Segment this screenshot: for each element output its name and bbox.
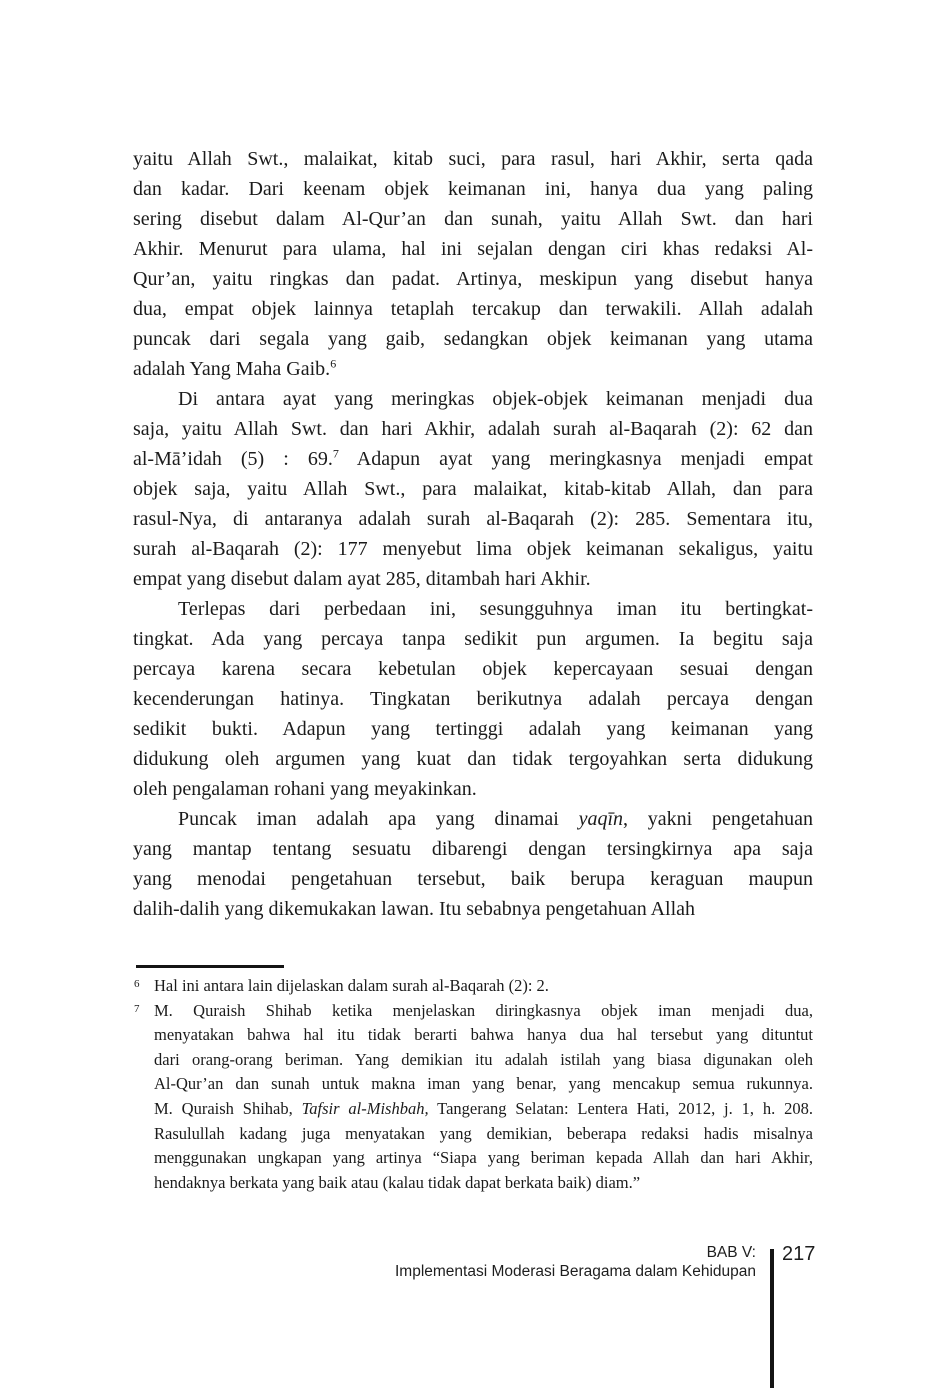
text-line: dari orang-orang beriman. Yang demikian itu adalah istilah yang biasa digunakan oleh — [154, 1049, 813, 1069]
footnote-text — [154, 999, 813, 1196]
text-line: Al-Qur’an dan sunah untuk makna iman yang benar, yang mencakup semua rukunnya. — [154, 1074, 813, 1094]
footnote-marker: 7 — [134, 1002, 140, 1015]
footnotes — [133, 974, 813, 1195]
paragraph — [133, 144, 813, 384]
page-number: 217 — [782, 1243, 816, 1265]
footnote — [133, 999, 813, 1196]
text-line: empat yang disebut dalam ayat 285, ditambah hari Akhir. — [133, 568, 591, 590]
text-line: hendaknya berkata yang baik atau (kalau tidak dapat berkata baik) diam.” — [154, 1172, 641, 1192]
paragraph — [133, 594, 813, 804]
footnote-marker: 6 — [134, 978, 140, 990]
paragraph — [133, 384, 813, 594]
text-line: Puncak iman adalah apa yang dinamai yaqīn, yakni pengetahuan — [178, 808, 814, 830]
text-line: oleh pengalaman rohani yang meyakinkan. — [133, 778, 477, 800]
text-line: Qur’an, yaitu ringkas dan padat. Artinya, meskipun yang disebut hanya — [133, 268, 813, 290]
text-line: objek saja, yaitu Allah Swt., para malaikat, kitab-kitab Allah, dan para — [133, 478, 813, 500]
text-line: puncak dari segala yang gaib, sedangkan objek keimanan yang utama — [133, 328, 813, 350]
text-line: yaitu Allah Swt., malaikat, kitab suci, para rasul, hari Akhir, serta qada — [133, 148, 813, 170]
text-line: Di antara ayat yang meringkas objek-objek keimanan menjadi dua — [178, 388, 813, 410]
text-line: Rasulullah kadang juga menyatakan yang demikian, beberapa redaksi hadis misalnya — [154, 1123, 813, 1143]
text-line: Hal ini antara lain dijelaskan dalam surah al-Baqarah (2): 2. — [154, 976, 549, 995]
text-block — [133, 144, 813, 1195]
paragraph — [133, 804, 813, 924]
text-line: al-Mā’idah (5) : 69.$^7$ Adapun ayat yang meringkasnya menjadi empat — [133, 446, 813, 470]
text-line: dalih-dalih yang dikemukakan lawan. Itu sebabnya pengetahuan Allah — [133, 898, 696, 920]
text-line: saja, yaitu Allah Swt. dan hari Akhir, adalah surah al-Baqarah (2): 62 dan — [133, 418, 813, 440]
text-line: yang menodai pengetahuan tersebut, baik berupa keraguan maupun — [133, 868, 813, 890]
text-line: didukung oleh argumen yang kuat dan tidak tergoyahkan serta didukung — [133, 748, 813, 770]
text-line: M. Quraish Shihab, Tafsir al-Mishbah, Tangerang Selatan: Lentera Hati, 2012, j. 1, h. 208. — [154, 1098, 813, 1118]
running-footer — [256, 1243, 756, 1281]
body-text — [133, 144, 813, 924]
text-line: tingkat. Ada yang percaya tanpa sedikit pun argumen. Ia begitu saja — [133, 628, 813, 650]
page-edge-bar — [770, 1249, 774, 1388]
footnote-text — [154, 974, 813, 999]
text-line: dua, empat objek lainnya tetaplah tercakup dan terwakili. Allah adalah — [133, 298, 813, 320]
text-line: Akhir. Menurut para ulama, hal ini sejalan dengan ciri khas redaksi Al- — [133, 238, 813, 260]
text-line: yang mantap tentang sesuatu dibarengi dengan tersingkirnya apa saja — [133, 838, 813, 860]
chapter-label: BAB V: — [706, 1244, 756, 1261]
text-line: adalah Yang Maha Gaib.$^6$ — [133, 356, 337, 380]
footnote-separator-rule — [136, 965, 284, 968]
text-line: kecenderungan hatinya. Tingkatan berikutnya adalah percaya dengan — [133, 688, 813, 710]
text-line: percaya karena secara kebetulan objek kepercayaan sesuai dengan — [133, 658, 813, 680]
text-line: sedikit bukti. Adapun yang tertinggi adalah yang keimanan yang — [133, 718, 813, 740]
footnote — [133, 974, 813, 999]
text-line: dan kadar. Dari keenam objek keimanan ini, hanya dua yang paling — [133, 178, 813, 200]
chapter-title: Implementasi Moderasi Beragama dalam Kehidupan — [394, 1263, 756, 1280]
text-line: menggunakan ungkapan yang artinya “Siapa yang beriman kepada Allah dan hari Akhir, — [154, 1148, 813, 1168]
text-line: rasul-Nya, di antaranya adalah surah al-Baqarah (2): 285. Sementara itu, — [133, 508, 813, 530]
text-line: sering disebut dalam Al-Qur’an dan sunah, yaitu Allah Swt. dan hari — [133, 208, 813, 230]
text-line: M. Quraish Shihab ketika menjelaskan diringkasnya objek iman menjadi dua, — [154, 1000, 813, 1020]
text-line: Terlepas dari perbedaan ini, sesungguhnya iman itu bertingkat- — [178, 598, 813, 620]
text-line: surah al-Baqarah (2): 177 menyebut lima objek keimanan sekaligus, yaitu — [133, 538, 813, 560]
text-line: menyatakan bahwa hal itu tidak berarti bahwa hanya dua hal tersebut yang dituntut — [154, 1025, 813, 1045]
